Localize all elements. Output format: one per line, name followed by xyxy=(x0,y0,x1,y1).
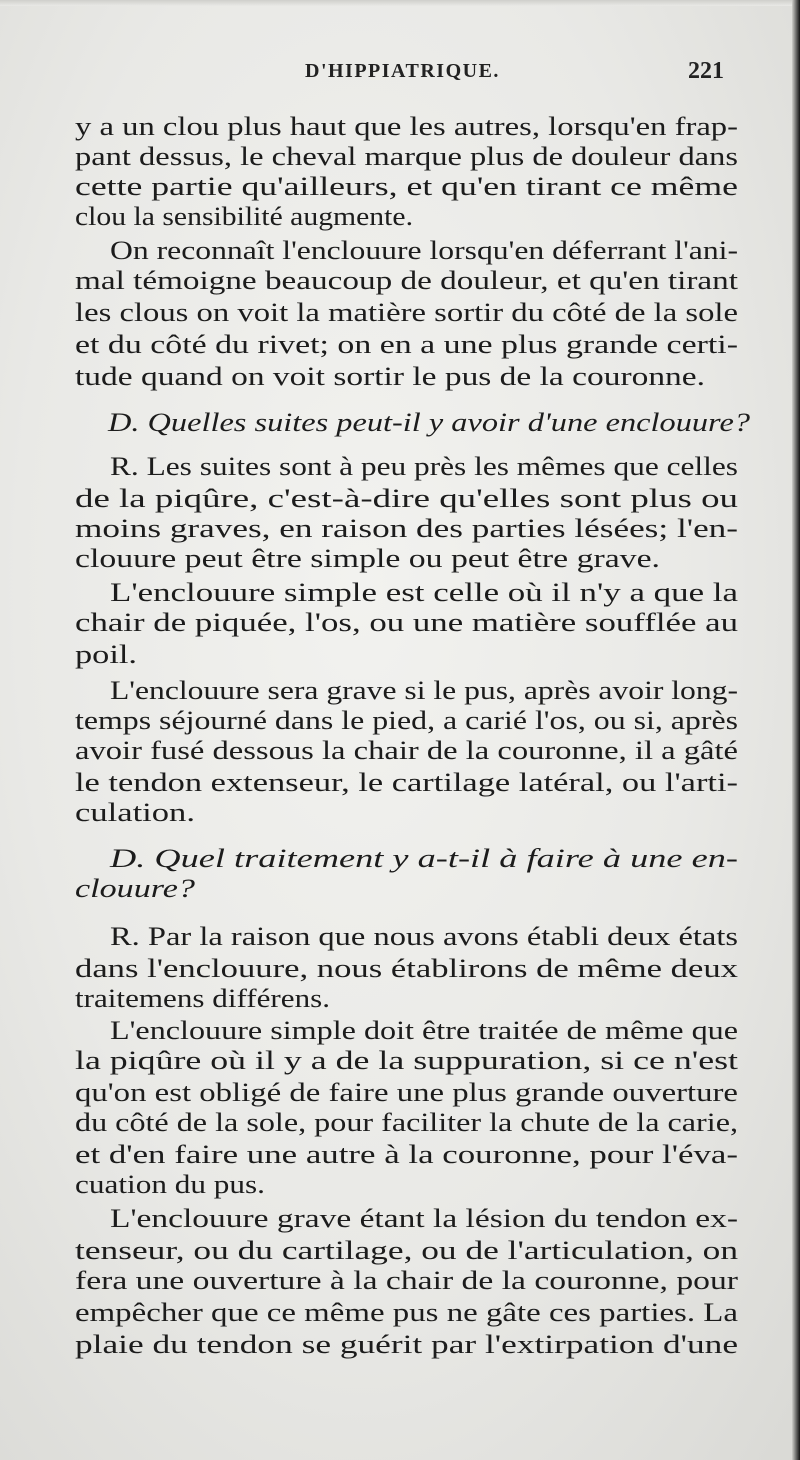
text-line: clouure peut être simple ou peut être grave. xyxy=(75,544,660,573)
text-line: les clous on voit la matière sortir du côté de la sole xyxy=(75,298,738,327)
text-line: la piqûre où il y a de la suppuration, si ce n'est xyxy=(75,1046,738,1075)
text-line: L'enclouure simple doit être traitée de même que xyxy=(110,1016,738,1045)
text-line: dans l'enclouure, nous établirons de même deux xyxy=(75,954,738,983)
text-line: temps séjourné dans le pied, a carié l'os, ou si, après xyxy=(75,706,738,735)
text-line: de la piqûre, c'est-à-dire qu'elles sont plus ou xyxy=(75,484,738,513)
text-line: R. Les suites sont à peu près les mêmes que celles xyxy=(110,452,738,481)
text-line: chair de piquée, l'os, ou une matière soufflée au xyxy=(75,608,738,637)
text-line: On reconnaît l'enclouure lorsqu'en déferrant l'ani- xyxy=(110,236,738,265)
text-line: et du côté du rivet; on en a une plus grande certi- xyxy=(75,330,738,359)
text-line: cette partie qu'ailleurs, et qu'en tirant ce même xyxy=(75,172,738,201)
page-top-edge xyxy=(0,0,800,6)
text-line: le tendon extenseur, le cartilage latéral, ou l'arti- xyxy=(75,768,738,797)
text-line: du côté de la sole, pour faciliter la chute de la carie, xyxy=(75,1108,738,1137)
text-line: mal témoigne beaucoup de douleur, et qu'en tirant xyxy=(75,266,738,295)
text-line: pant dessus, le cheval marque plus de douleur dans xyxy=(75,142,738,171)
text-line: y a un clou plus haut que les autres, lorsqu'en frap- xyxy=(75,112,738,141)
text-line: moins graves, en raison des parties lésées; l'en- xyxy=(75,514,738,543)
text-line: L'enclouure simple est celle où il n'y a que la xyxy=(110,578,738,607)
text-line: tenseur, ou du cartilage, ou de l'articulation, on xyxy=(75,1236,738,1265)
text-line: poil. xyxy=(75,640,137,669)
text-line: qu'on est obligé de faire une plus grande ouverture xyxy=(75,1078,738,1107)
running-head: D'HIPPIATRIQUE. xyxy=(305,60,500,82)
page-number: 221 xyxy=(688,58,724,84)
text-line: fera une ouverture à la chair de la couronne, pour xyxy=(75,1266,738,1295)
text-line: clou la sensibilité augmente. xyxy=(75,202,413,231)
text-line: plaie du tendon se guérit par l'extirpation d'une xyxy=(75,1330,738,1359)
text-line: cuation du pus. xyxy=(75,1170,265,1199)
question-line: D. Quel traitement y a-t-il à faire à une en- xyxy=(110,844,738,873)
question-line: clouure? xyxy=(75,874,195,903)
text-line: culation. xyxy=(75,798,195,827)
text-line: R. Par la raison que nous avons établi deux états xyxy=(110,922,738,951)
text-line: avoir fusé dessous la chair de la couronne, il a gâté xyxy=(75,736,738,765)
text-line: L'enclouure sera grave si le pus, après avoir long- xyxy=(110,676,738,705)
text-line: tude quand on voit sortir le pus de la couronne. xyxy=(75,362,705,391)
text-line: empêcher que ce même pus ne gâte ces parties. La xyxy=(75,1298,738,1327)
text-line: L'enclouure grave étant la lésion du tendon ex- xyxy=(110,1204,738,1233)
question-line: D. Quelles suites peut-il y avoir d'une enclouure? xyxy=(108,408,750,437)
text-line: et d'en faire une autre à la couronne, pour l'éva- xyxy=(75,1140,738,1169)
text-line: traitemens différens. xyxy=(75,984,330,1013)
